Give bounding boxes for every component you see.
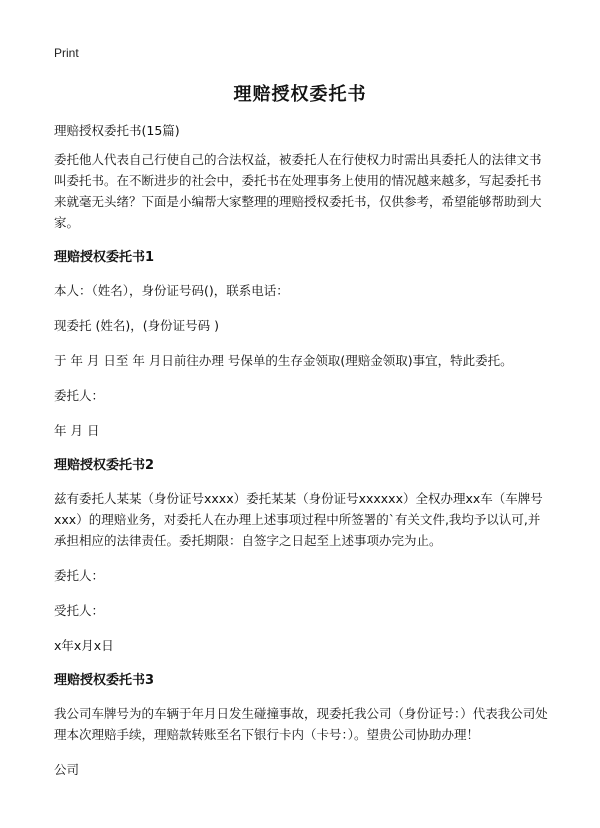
paragraph: 受托人：: [54, 603, 105, 618]
paragraph: 委托人：: [54, 568, 105, 583]
section-2: [54, 455, 549, 656]
paragraph: 委托人：: [54, 388, 105, 403]
section-1: [54, 247, 549, 441]
paragraph: 现委托 (姓名)，(身份证号码 ): [54, 318, 219, 333]
paragraph: x年x月x日: [54, 638, 114, 653]
paragraph: 于 年 月 日至 年 月日前往办理 号保单的生存金领取(理赔金领取)事宜，特此委托。: [54, 353, 513, 368]
paragraph: 公司: [54, 762, 80, 777]
document-subtitle: 理赔授权委托书(15篇): [54, 123, 180, 138]
intro-paragraph: 委托他人代表自己行使自己的合法权益，被委托人在行使权力时需出具委托人的法律文书叫委托书。在不断进步的社会中，委托书在处理事务上使用的情况越来越多，写起委托书来就毫无头绪？下面是小编帮大家整理的理赔授权委托书，仅供参考，希望能够帮助到大家。: [54, 152, 542, 230]
section-heading: 理赔授权委托书2: [54, 458, 155, 473]
paragraph: 我公司车牌号为的车辆于年月日发生碰撞事故，现委托我公司（身份证号：）代表我公司处理本次理赔手续，理赔款转账至名下银行卡内（卡号：）。望贵公司协助办理！: [54, 706, 548, 742]
print-label: Print: [54, 46, 79, 60]
section-3: [54, 670, 549, 780]
paragraph: 本人：（姓名），身份证号码()，联系电话：: [54, 283, 289, 298]
document-body: [54, 120, 549, 794]
page-title: 理赔授权委托书: [233, 84, 367, 105]
paragraph: 年 月 日: [54, 423, 100, 438]
section-heading: 理赔授权委托书3: [54, 673, 155, 688]
section-heading: 理赔授权委托书1: [54, 250, 155, 265]
paragraph: 兹有委托人某某（身份证号xxxx）委托某某（身份证号xxxxxx）全权办理xx车（车牌号xxx）的理赔业务，对委托人在办理上述事项过程中所签署的`有关文件,我均予以认可,并承担相应的法律责任。委托期限：自签字之日起至上述事项办完为止。: [54, 491, 543, 548]
